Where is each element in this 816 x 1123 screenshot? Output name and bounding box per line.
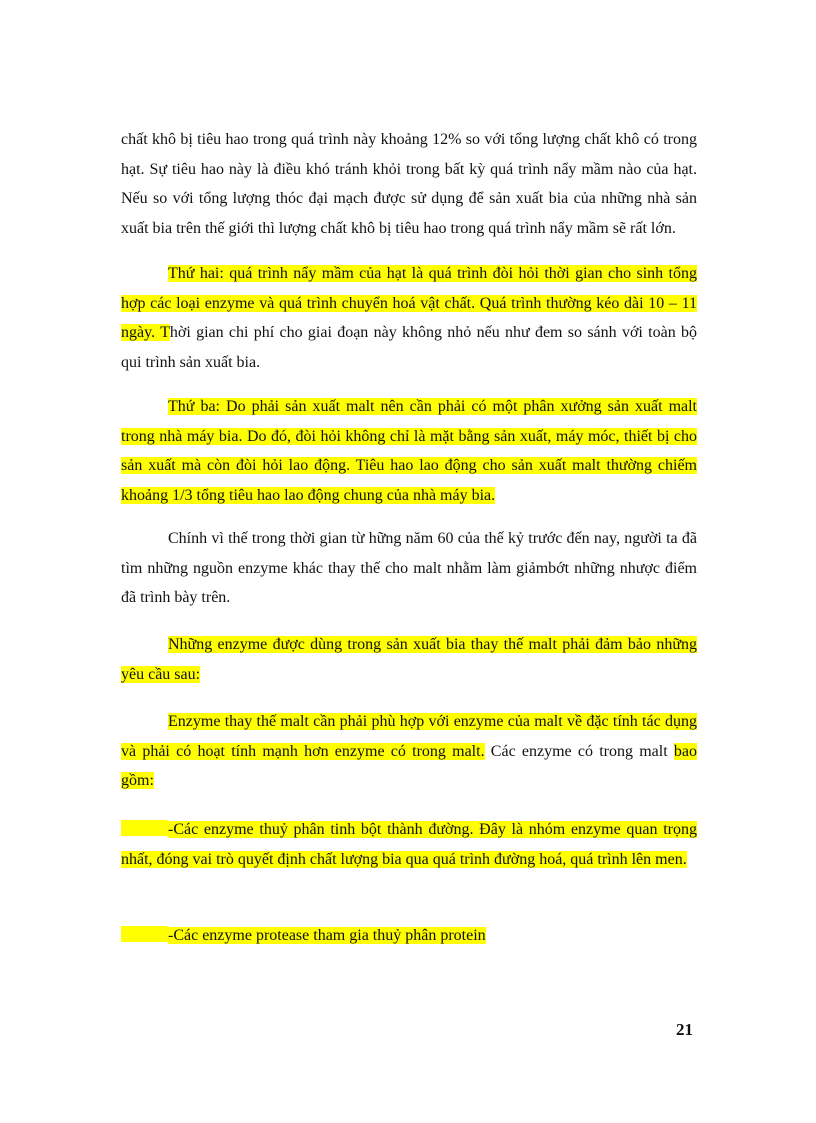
highlighted-text: Enzyme thay thế malt cần phải phù hợp với enzyme của malt về đặc tính tác dụng và phải có hoạt tính mạnh hơn enzyme có trong malt.	[121, 713, 697, 760]
highlighted-text: Thứ ba: Do phải sản xuất malt nên cần phải có một phân xưởng sản xuất malt trong nhà máy bia. Do đó, đòi hỏi không chỉ là mặt bằng sản xuất, máy móc, thiết bị cho sản xuất mà còn đòi hỏi lao động. Tiêu hao lao động cho sản xuất malt thường chiếm khoảng 1/3 tổng tiêu hao lao động chung của nhà máy bia.	[121, 398, 697, 504]
highlighted-text: -Các enzyme protease tham gia thuỷ phân protein	[168, 927, 486, 944]
paragraph-alternative-enzymes	[121, 524, 697, 613]
highlighted-text: bao gồm:	[121, 742, 697, 789]
paragraph-protease-enzymes	[121, 921, 697, 951]
indent-highlight	[121, 926, 168, 942]
indent-highlight	[121, 820, 168, 836]
paragraph-second-reason	[121, 259, 697, 377]
paragraph-text: Các enzyme có trong malt	[484, 742, 674, 760]
paragraph-requirements-intro	[121, 630, 697, 689]
paragraph-text: chất khô bị tiêu hao trong quá trình này khoảng 12% so với tổng lượng chất khô có trong hạt. Sự tiêu hao này là điều khó tránh khỏi trong bất kỳ quá trình nẩy mầm nào của hạt. Nếu so với tổng lượng thóc đại mạch được sử dụng để sản xuất bia của những nhà sản xuất bia trên thế giới thì lượng chất khô bị tiêu hao trong quá trình nẩy mầm sẽ rất lớn.	[121, 131, 697, 237]
highlighted-text: -Các enzyme thuỷ phân tinh bột thành đường. Đây là nhóm enzyme quan trọng nhất, đóng vai trò quyết định chất lượng bia qua quá trình đường hoá, quá trình lên men.	[121, 821, 697, 868]
paragraph-third-reason	[121, 392, 697, 510]
highlighted-text: Thứ hai: quá trình nẩy mầm của hạt là quá trình đòi hỏi thời gian cho sinh tổng hợp các loại enzyme và quá trình chuyển hoá vật chất. Quá trình thường kéo dài 10 – 11 ngày. T	[121, 265, 697, 341]
highlighted-text: Những enzyme được dùng trong sản xuất bia thay thế malt phải đảm bảo những yêu cầu sau:	[121, 636, 697, 683]
paragraph-enzyme-compatibility	[121, 707, 697, 796]
paragraph-starch-enzymes	[121, 815, 697, 874]
page-number: 21	[676, 1020, 693, 1039]
paragraph-dry-matter-loss	[121, 125, 697, 243]
paragraph-text: hời gian chi phí cho giai đoạn này không nhỏ nếu như đem so sánh với toàn bộ qui trình sản xuất bia.	[121, 324, 698, 371]
paragraph-text: Chính vì thế trong thời gian từ hững năm 60 của thế kỷ trước đến nay, người ta đã tìm những nguồn enzyme khác thay thế cho malt nhằm làm giảmbớt những nhược điểm đã trình bày trên.	[121, 530, 697, 606]
